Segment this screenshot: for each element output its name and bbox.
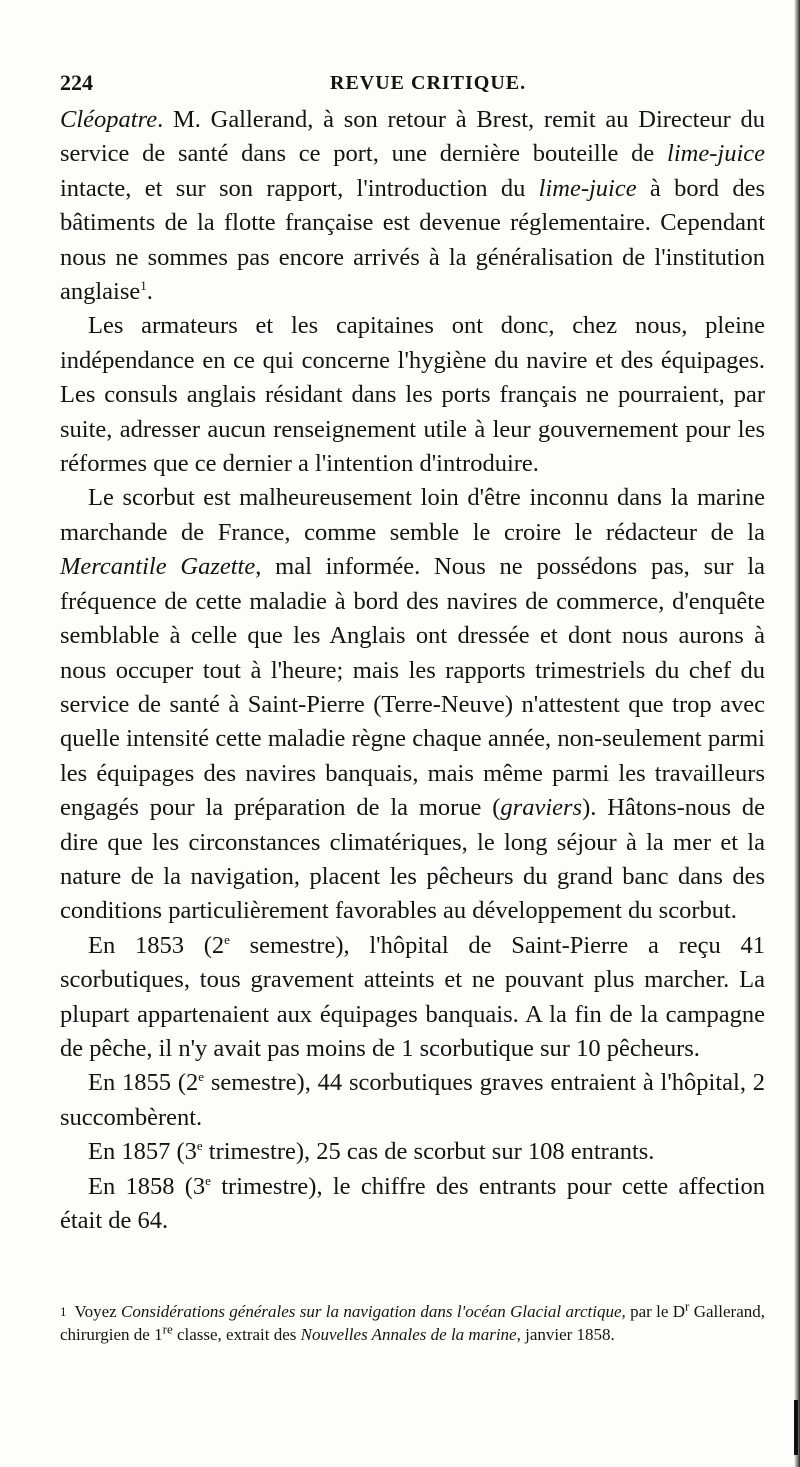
superscript: e (196, 1138, 203, 1154)
italic-text: Mercantile Gazette (60, 553, 256, 581)
page-edge-mark (794, 1400, 798, 1455)
text-run: , janvier 1858. (516, 1325, 615, 1344)
superscript: re (162, 1321, 173, 1337)
text-run: En 1855 (2 (88, 1069, 199, 1097)
italic-text: lime-juice (667, 140, 765, 168)
text-run: Le scorbut est malheureusement loin d'être inconnu dans la marine marchande de France, comme semble le croire le rédacteur de la (60, 484, 765, 546)
footnote-mark: 1 (60, 1304, 67, 1319)
text-run: intacte, et sur son rapport, l'introduction du (60, 174, 539, 202)
text-run: , mal informée. Nous ne possédons pas, sur la fréquence de cette maladie à bord des navires de commerce, d'enquête semblable à celle que les Anglais ont dressée et dont nous aurons à nous occuper tout à l'heure; mais les rapports trimestriels du chef du service de santé à Saint-Pierre (Terre-Neuve) n'attestent que trop avec quelle intensité cette maladie règne chaque année, non-seulement parmi les équipages des navires banquais, mais même parmi les travailleurs engagés pour la préparation de la morue ( (60, 553, 765, 822)
italic-text: graviers (500, 794, 583, 822)
superscript: r (685, 1298, 690, 1314)
paragraph (60, 1135, 765, 1169)
text-run: Les armateurs et les capitaines ont donc, chez nous, pleine indépendance en ce qui concerne l'hygiène du navire et des équipages. Les consuls anglais résidant dans les ports français ne pourraient, par suite, adresser aucun renseignement utile à leur gouvernement pour les réformes que ce dernier a l'intention d'introduire. (60, 312, 765, 478)
text-run: En 1857 (3 (88, 1138, 197, 1166)
paragraph (60, 481, 765, 928)
paragraph (60, 929, 765, 1067)
text-run: ). Hâtons-nous de dire que les circonstances climatériques, le long séjour à la mer et la nature de la navigation, placent les pêcheurs du grand banc dans des conditions particulièrement favorables au développement du scorbut. (60, 794, 765, 925)
text-run: , par le D (621, 1302, 686, 1321)
running-head: REVUE CRITIQUE. (330, 72, 527, 94)
text-run: à bord des bâtiments de la flotte française est devenue réglementaire. Cependant nous ne sommes pas encore arrivés à la généralisation de l'institution anglaise (60, 174, 765, 306)
text-run: En 1853 (2 (88, 931, 225, 959)
text-run: classe, extrait des (172, 1325, 301, 1344)
italic-text: Considérations générales sur la navigation dans l'océan Glacial arctique (121, 1302, 622, 1321)
text-run: trimestre), 25 cas de scorbut sur 108 entrants. (202, 1138, 655, 1166)
superscript: e (205, 1172, 211, 1188)
italic-text: Nouvelles Annales de la marine (300, 1325, 517, 1344)
body-text (60, 103, 765, 1238)
page-edge-shadow (794, 0, 800, 1467)
text-run: En 1858 (3 (88, 1172, 206, 1200)
text-run: Gallerand, chirurgien de 1 (60, 1302, 765, 1344)
text-run: Voyez (74, 1302, 122, 1321)
text-run: . M. Gallerand, à son retour à Brest, remit au Directeur du service de santé dans ce port, une dernière bouteille de (60, 106, 765, 168)
text-run: . (146, 278, 153, 306)
superscript: e (198, 1069, 205, 1085)
paragraph (60, 103, 765, 309)
page-number: 224 (60, 70, 93, 95)
paragraph (60, 1066, 765, 1135)
footnote (60, 1300, 765, 1346)
text-run: trimestre), le chiffre des entrants pour cette affection était de 64. (60, 1172, 765, 1234)
page-header (60, 70, 760, 100)
paragraph (60, 309, 765, 481)
superscript: 1 (140, 277, 147, 293)
footnotes (60, 1300, 765, 1346)
text-run: semestre), l'hôpital de Saint-Pierre a reçu 41 scorbutiques, tous gravement atteints et ne pouvant plus marcher. La plupart appartenaient aux équipages banquais. A la fin de la campagne de pêche, il n'y avait pas moins de 1 scorbutique sur 10 pêcheurs. (60, 931, 765, 1062)
paragraph (60, 1170, 765, 1239)
italic-text: Cléopatre (60, 106, 158, 133)
superscript: e (224, 931, 230, 947)
text-run: semestre), 44 scorbutiques graves entraient à l'hôpital, 2 succombèrent. (60, 1069, 766, 1131)
italic-text: lime-juice (538, 174, 637, 202)
